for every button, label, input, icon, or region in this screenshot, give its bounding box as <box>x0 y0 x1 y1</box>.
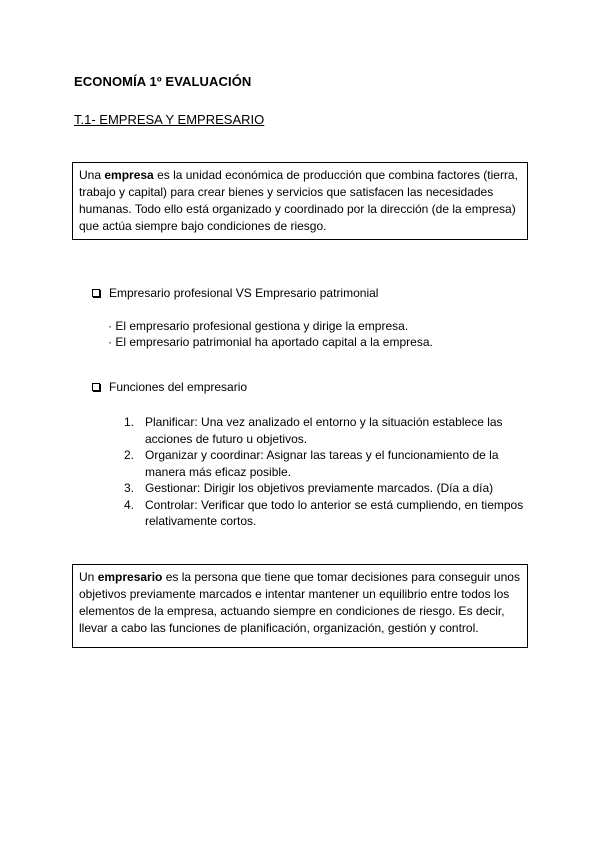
list-item: · El empresario patrimonial ha aportado capital a la empresa. <box>108 335 433 349</box>
list-number: 1. <box>124 415 135 429</box>
list-item: · El empresario profesional gestiona y dirige la empresa. <box>108 319 409 333</box>
list-number: 2. <box>124 448 135 462</box>
list-item-text: Gestionar: Dirigir los objetivos previamente marcados. (Día a día) <box>145 481 494 495</box>
list-item <box>124 447 524 480</box>
definition-empresario-term: empresario <box>97 570 163 584</box>
definition-box-empresa <box>72 162 528 240</box>
section-heading: T.1- EMPRESA Y EMPRESARIO <box>74 112 265 127</box>
bullet-empresario-types <box>92 286 378 300</box>
definition-empresa-prefix: Una <box>79 168 105 182</box>
list-number: 3. <box>124 481 135 495</box>
list-item <box>124 414 524 447</box>
list-item <box>124 497 524 530</box>
page-title: ECONOMÍA 1º EVALUACIÓN <box>74 74 252 89</box>
list-item-text: Organizar y coordinar: Asignar las tareas y el funcionamiento de la manera más eficaz posible. <box>145 448 499 479</box>
definition-empresa-term: empresa <box>104 168 154 182</box>
bullet-label: Funciones del empresario <box>109 380 248 394</box>
bullet-funciones <box>92 380 247 394</box>
funciones-numbered-list <box>124 414 524 530</box>
list-item <box>124 480 524 497</box>
definition-empresa-paragraph <box>79 167 521 235</box>
list-number: 4. <box>124 497 135 512</box>
definition-box-empresario <box>72 564 528 648</box>
definition-empresario-prefix: Un <box>79 570 98 584</box>
empresario-types-list <box>108 318 433 350</box>
definition-empresa-text: es la unidad económica de producción que combina factores (tierra, trabajo y capital) para crear bienes y servicios que satisfacen las necesidades humanas. Todo ello está organizado y coordinado por la dirección (de la empresa) que actúa siempre bajo condiciones de riesgo. <box>79 168 518 233</box>
checkbox-bullet-icon <box>92 289 100 297</box>
list-item-text: Controlar: Verificar que todo lo anterior se está cumpliendo, en tiempos relativamente cortos. <box>145 497 524 528</box>
definition-empresario-text: es la persona que tiene que tomar decisiones para conseguir unos objetivos previamente marcados e intentar mantener un equilibrio entre todos los elementos de la empresa, actuando siempre en condiciones de riesgo. Es decir, llevar a cabo las funciones de planificación, organización, gestión y control. <box>79 570 520 635</box>
checkbox-bullet-icon <box>92 383 100 391</box>
list-item-text: Planificar: Una vez analizado el entorno y la situación establece las acciones de futuro u objetivos. <box>145 415 503 446</box>
definition-empresario-paragraph <box>79 569 521 637</box>
bullet-label: Empresario profesional VS Empresario patrimonial <box>109 286 379 300</box>
